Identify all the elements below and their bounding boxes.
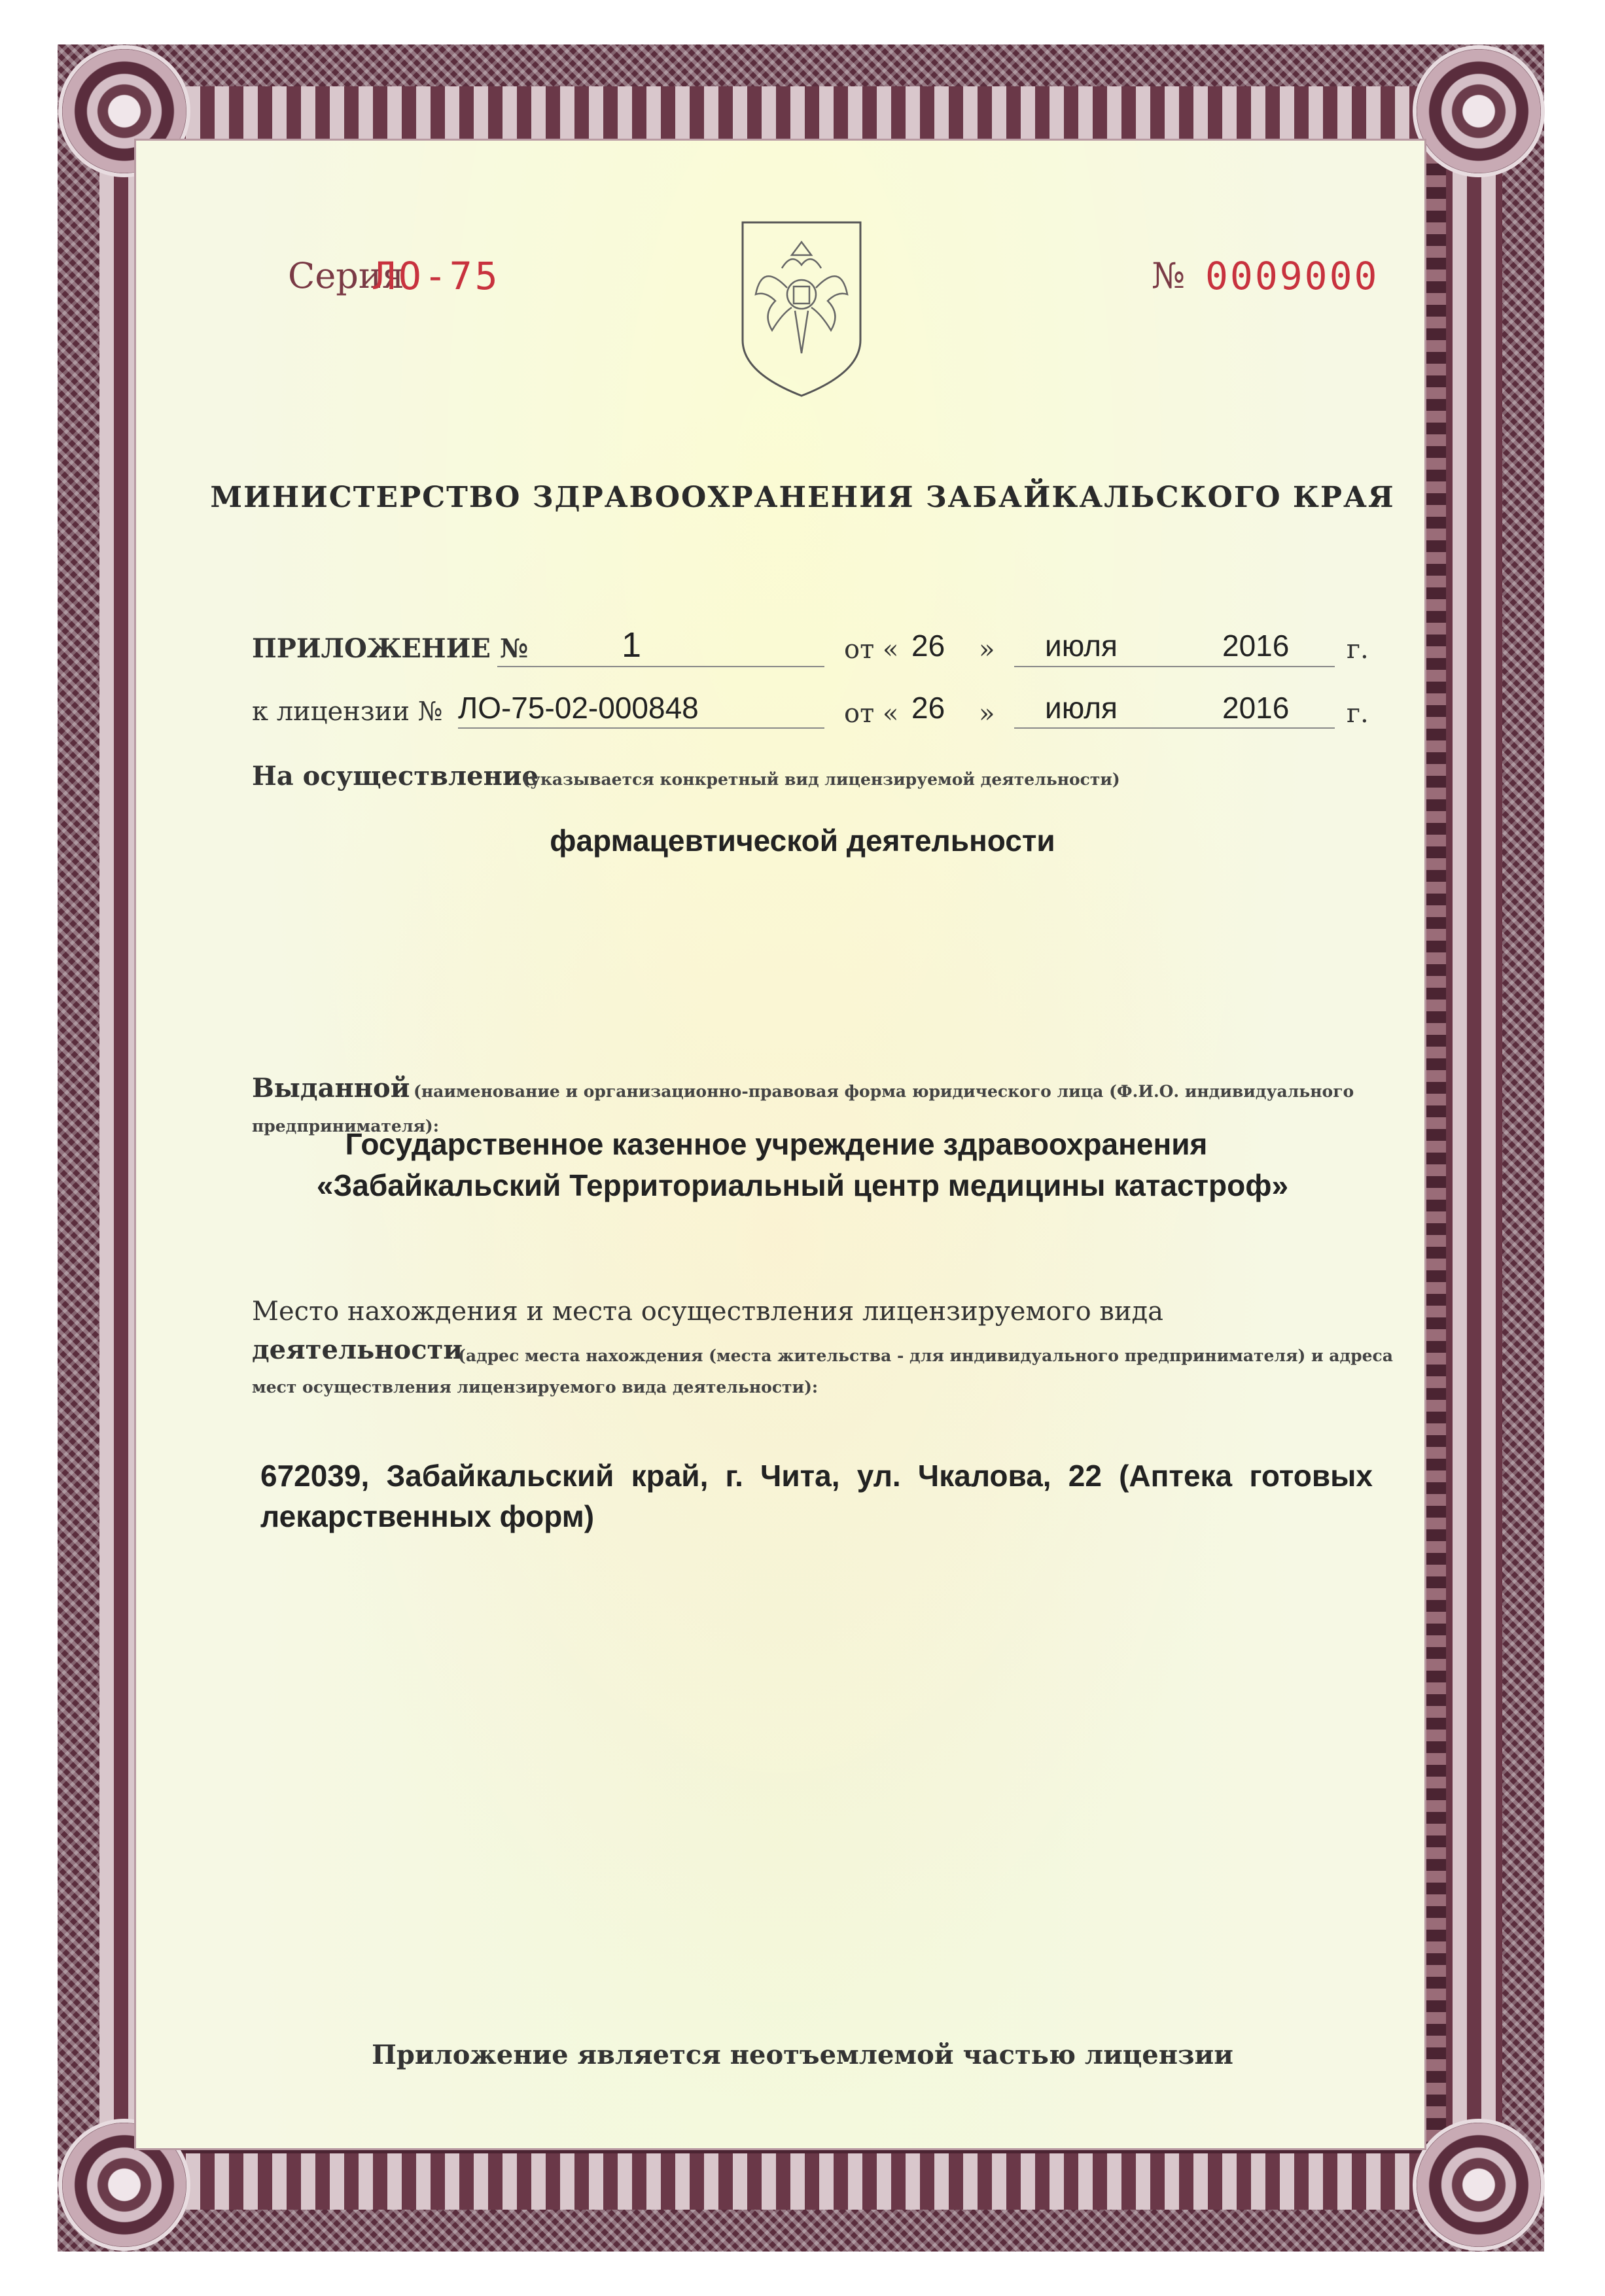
appendix-label: ПРИЛОЖЕНИЕ № (252, 633, 529, 664)
corner-rosette-top-right (1417, 49, 1541, 173)
location-note-line1: (адрес места нахождения (места жительства - для индивидуального предпринимателя) и адреса (458, 1346, 1393, 1365)
ministry-title: МИНИСТЕРСТВО ЗДРАВООХРАНЕНИЯ ЗАБАЙКАЛЬСКОГО КРАЯ (210, 481, 1395, 514)
license-day: 26 (911, 691, 945, 725)
number-label: № (1152, 255, 1186, 296)
issued-value-line2: «Забайкальский Территориальный центр медицины катастроф» (316, 1168, 1289, 1202)
number-value: 0009000 (1205, 254, 1379, 298)
activity-label: На осуществление (252, 761, 538, 791)
location-address: 672039, Забайкальский край, г. Чита, ул. Чкалова, 22 (Аптека готовых лекарственных форм) (260, 1459, 1373, 1533)
corner-rosette-bottom-right (1417, 2123, 1541, 2247)
location-note-line2: мест осуществления лицензируемого вида деятельности): (252, 1378, 819, 1397)
license-number: ЛО-75-02-000848 (458, 691, 699, 725)
license-label: к лицензии № (252, 697, 443, 727)
activity-value: фармацевтической деятельности (550, 824, 1055, 858)
appendix-day: 26 (911, 629, 945, 663)
issued-note-line1: (наименование и организационно-правовая форма юридического лица (Ф.И.О. индивидуального (414, 1082, 1354, 1101)
issued-label: Выданной (252, 1073, 410, 1104)
appendix-g: г. (1347, 635, 1369, 665)
appendix-close-quote: » (979, 635, 995, 665)
license-month: июля (1045, 691, 1118, 725)
appendix-year: 2016 (1222, 629, 1290, 663)
location-label-line2: деятельности (252, 1334, 463, 1365)
license-year: 2016 (1222, 691, 1290, 725)
series-value: ЛО-75 (373, 254, 501, 298)
appendix-number: 1 (622, 625, 642, 665)
license-g: г. (1347, 699, 1369, 729)
activity-note: (указывается конкретный вид лицензируемой деятельности) (522, 770, 1120, 789)
coat-of-arms-icon (736, 216, 867, 399)
appendix-month: июля (1045, 629, 1118, 663)
license-ot: от « (844, 699, 899, 729)
location-label-line1: Место нахождения и места осуществления лицензируемого вида (252, 1296, 1164, 1327)
issued-note-line2: предпринимателя): (252, 1117, 439, 1136)
series-label: Серия (288, 255, 404, 296)
license-close-quote: » (979, 699, 995, 729)
appendix-ot: от « (844, 635, 899, 665)
issued-value-line1: Государственное казенное учреждение здравоохранения (345, 1127, 1208, 1161)
footer-note: Приложение является неотъемлемой частью лицензии (372, 2040, 1233, 2070)
